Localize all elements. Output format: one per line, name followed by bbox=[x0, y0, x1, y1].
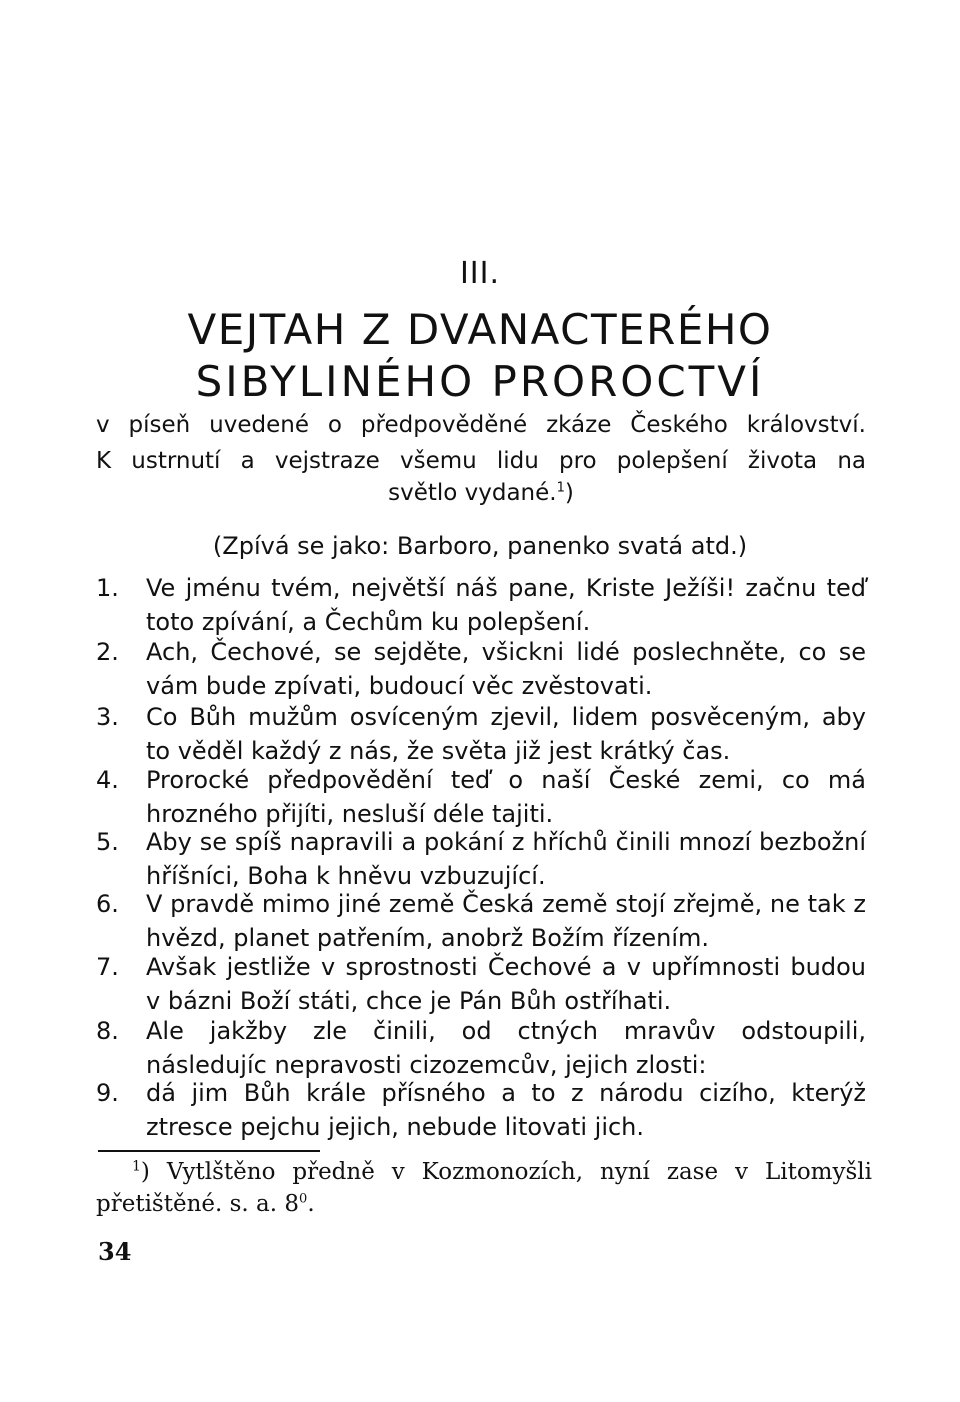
verse-text: Co Bůh mužům osvíceným zjevil, lidem posvěceným, aby to věděl každý z nás, že světa již jest krátký čas. bbox=[146, 703, 866, 765]
verse-number: 6. bbox=[96, 890, 119, 918]
verse-5 bbox=[96, 825, 866, 893]
verse-4 bbox=[96, 763, 866, 831]
verse-text: Ale jakžby zle činili, od ctných mravův odstoupili, následujíc nepravosti cizozemcův, jejich zlosti: bbox=[146, 1017, 866, 1079]
intro-line-1: v píseň uvedené o předpověděné zkáze Českého království. bbox=[96, 412, 866, 438]
footnote-reference: 1 bbox=[556, 480, 565, 496]
verse-8 bbox=[96, 1014, 866, 1082]
verse-number: 7. bbox=[96, 953, 119, 981]
verse-2 bbox=[96, 635, 866, 703]
footnote-line-1 bbox=[96, 1156, 872, 1188]
verse-text: Aby se spíš napravili a pokání z hříchů činili mnozí bezbožní hříšníci, Boha k hněvu vzbuzující. bbox=[146, 828, 866, 890]
verse-number: 8. bbox=[96, 1017, 119, 1045]
page-title-line1: VEJTAH Z DVANACTERÉHO bbox=[187, 305, 773, 354]
intro-line-3-end: ) bbox=[564, 480, 574, 506]
footnote bbox=[96, 1156, 872, 1220]
page-title-line2: SIBYLINÉHO PROROCTVÍ bbox=[195, 357, 765, 406]
verse-number: 2. bbox=[96, 638, 119, 666]
verse-text: Prorocké předpovědění teď o naší České zemi, co má hrozného přijíti, nesluší déle tajiti. bbox=[146, 766, 866, 828]
verse-9 bbox=[96, 1076, 866, 1144]
footnote-mark: 1 bbox=[132, 1158, 141, 1175]
verse-number: 3. bbox=[96, 703, 119, 731]
verse-number: 4. bbox=[96, 766, 119, 794]
verse-1 bbox=[96, 571, 866, 639]
verse-text: V pravdě mimo jiné země Česká země stojí zřejmě, ne tak z hvězd, planet patřením, anobrž Božím řízením. bbox=[146, 890, 866, 952]
verse-6 bbox=[96, 887, 866, 955]
intro-line-2: K ustrnutí a vejstraze všemu lidu pro polepšení života na bbox=[96, 448, 866, 474]
verse-text: Ach, Čechové, se sejděte, všickni lidé poslechněte, co se vám bude zpívati, budoucí věc zvěstovati. bbox=[146, 638, 866, 700]
verse-number: 9. bbox=[96, 1079, 119, 1107]
footnote-text-1: ) Vytlštěno předně v Kozmonozích, nyní zase v Litomyšli bbox=[140, 1159, 872, 1185]
page-number: 34 bbox=[98, 1237, 132, 1266]
verse-number: 1. bbox=[96, 574, 119, 602]
verse-number: 5. bbox=[96, 828, 119, 856]
verse-7 bbox=[96, 950, 866, 1018]
verse-text: Ve jménu tvém, největší náš pane, Kriste Ježíši! začnu teď toto zpívání, a Čechům ku polepšení. bbox=[146, 574, 866, 636]
melody-note: (Zpívá se jako: Barboro, panenko svatá atd.) bbox=[212, 532, 748, 560]
section-number: III. bbox=[459, 256, 501, 291]
footnote-divider bbox=[98, 1150, 320, 1152]
intro-line-3-text: světlo vydané. bbox=[388, 480, 557, 506]
verse-3 bbox=[96, 700, 866, 768]
verse-text: Avšak jestliže v sprostnosti Čechové a v upřímnosti budou v bázni Boží státi, chce je Pán Bůh ostříhati. bbox=[146, 953, 866, 1015]
footnote-text-2-end: . bbox=[307, 1191, 315, 1217]
footnote-text-2: přetištěné. s. a. 8 bbox=[96, 1191, 300, 1217]
verse-text: dá jim Bůh krále přísného a to z národu cizího, kterýž ztresce pejchu jejich, nebude litovati jich. bbox=[146, 1079, 866, 1141]
intro-line-3 bbox=[96, 482, 866, 505]
footnote-line-2 bbox=[96, 1188, 872, 1220]
footnote-format-sup: 0 bbox=[299, 1191, 308, 1207]
